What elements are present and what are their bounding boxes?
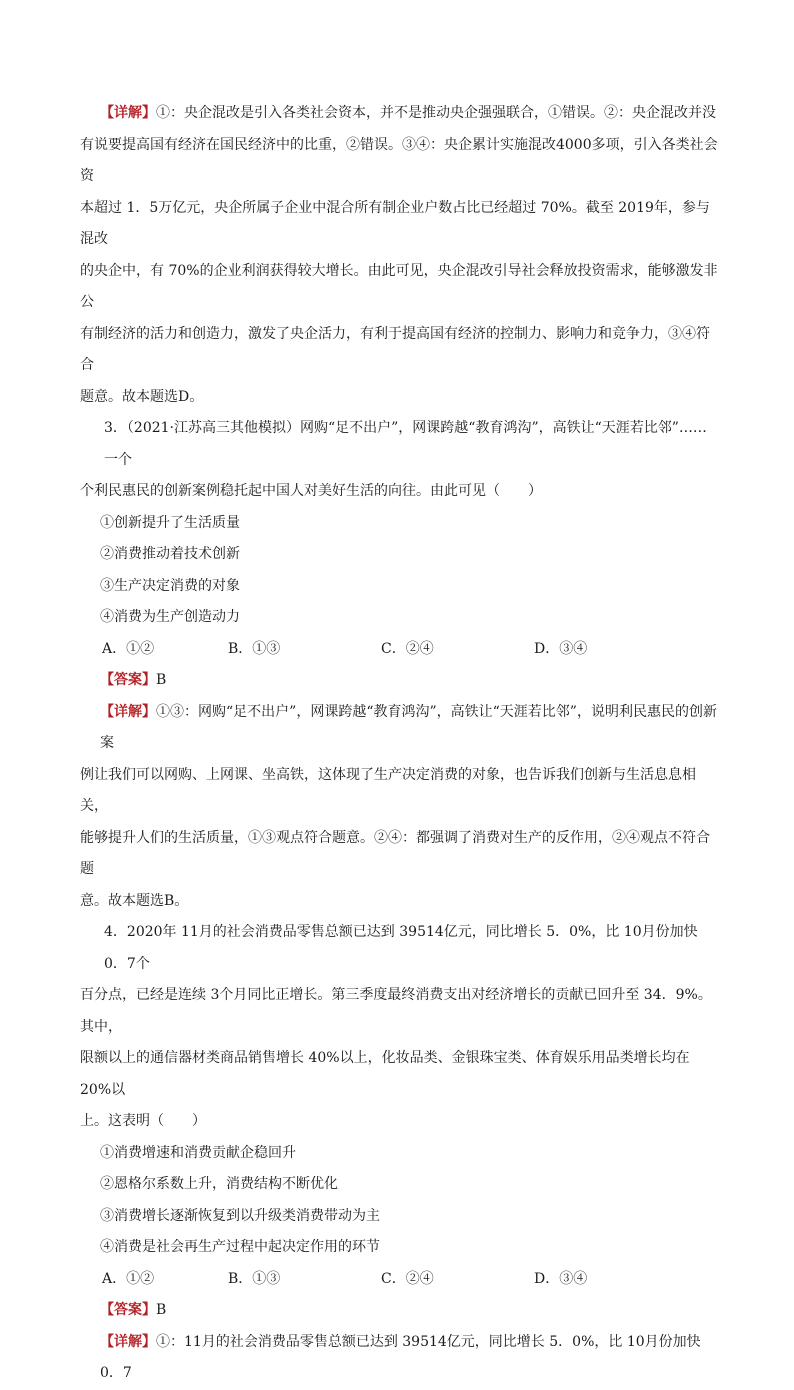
q4-answer: [100, 1295, 720, 1327]
q4-stem-line-1: 4．2020年 11月的社会消费品零售总额已达到 39514亿元，同比增长 5．0%，比 10月份加快 0．7个: [104, 924, 703, 972]
q3-item-3: ③生产决定消费的对象: [100, 577, 240, 594]
q3-detail-label: 【详解】: [100, 703, 156, 720]
q4-item-3: ③消费增长逐渐恢复到以升级类消费带动为主: [100, 1207, 380, 1224]
q3-item-4: ④消费为生产创造动力: [100, 609, 240, 625]
q4-stem-line-3: 限额以上的通信器材类商品销售增长 40%以上，化妆品类、金银珠宝类、体育娱乐用品类增长均在 20%以: [80, 1050, 695, 1098]
q3-option-c: C．②④: [381, 640, 434, 657]
q3-detail-line-3: 能够提升人们的生活质量，①③观点符合题意。②④：都强调了消费对生产的反作用，②④观点不符合题: [80, 829, 710, 877]
question-4: [80, 917, 720, 1390]
q4-option-d: D．③④: [534, 1270, 588, 1287]
q4-detail-line-1: 【详解】①：11月的社会消费品零售总额已达到 39514亿元，同比增长 5．0%，比 10月份加快 0．7: [100, 1333, 706, 1381]
q3-answer: [100, 665, 720, 697]
q2-detail-line-6: 题意。故本题选D。: [80, 388, 204, 405]
q4-item-4: ④消费是社会再生产过程中起决定作用的环节: [100, 1239, 380, 1255]
document-content: [80, 98, 720, 1390]
q3-stem-line-1: 3．（2021·江苏高三其他模拟）网购“足不出户”，网课跨越“教育鸿沟”，高铁让“天涯若比邻”……一个: [104, 420, 707, 468]
q3-item-2: ②消费推动着技术创新: [100, 546, 240, 562]
q3-option-d: D．③④: [534, 640, 588, 657]
q4-option-b: B．①③: [228, 1270, 281, 1287]
q4-detail-label: 【详解】: [100, 1333, 156, 1350]
q4-option-a: A．①②: [102, 1270, 155, 1287]
q3-item-1: ①创新提升了生活质量: [100, 514, 240, 531]
q2-detail-line-5: 有制经济的活力和创造力，激发了央企活力，有利于提高国有经济的控制力、影响力和竞争力，③④符合: [80, 325, 710, 373]
q4-options: [100, 1264, 720, 1296]
q4-answer-label: 【答案】: [100, 1302, 156, 1318]
q3-option-a: A．①②: [102, 640, 155, 657]
q4-item-2: ②恩格尔系数上升，消费结构不断优化: [100, 1176, 338, 1192]
q2-detail-line-2: 有说要提高国有经济在国民经济中的比重，②错误。③④：央企累计实施混改4000多项，引入各类社会资: [80, 136, 718, 184]
q2-detail-line-1: 【详解】①：央企混改是引入各类社会资本，并不是推动央企强强联合，①错误。②：央企混改并没: [100, 105, 716, 121]
q3-options: [100, 634, 720, 666]
q3-answer-value: B: [156, 672, 167, 688]
q2-detail: [80, 98, 720, 413]
q3-detail-line-2: 例让我们可以网购、上网课、坐高铁，这体现了生产决定消费的对象，也告诉我们创新与生活息息相关，: [80, 766, 696, 814]
q4-item-1: ①消费增速和消费贡献企稳回升: [100, 1144, 296, 1161]
q4-answer-value: B: [156, 1302, 167, 1318]
q3-detail-line-1: 【详解】①③：网购“足不出户”，网课跨越“教育鸿沟”，高铁让“天涯若比邻”，说明利民惠民的创新案: [100, 703, 717, 751]
q4-stem-line-4: 上。这表明（ ）: [80, 1113, 206, 1129]
q2-detail-line-3: 本超过 1．5万亿元，央企所属子企业中混合所有制企业户数占比已经超过 70%。截至 2019年，参与混改: [80, 199, 710, 247]
q2-detail-line-4: 的央企中，有 70%的企业利润获得较大增长。由此可见，央企混改引导社会释放投资需求，能够激发非公: [80, 262, 718, 310]
question-3: [80, 413, 720, 917]
q3-stem-line-2: 个利民惠民的创新案例稳托起中国人对美好生活的向往。由此可见（ ）: [80, 483, 542, 499]
q3-option-b: B．①③: [228, 640, 281, 657]
q4-stem-line-2: 百分点，已经是连续 3个月同比正增长。第三季度最终消费支出对经济增长的贡献已回升至 34．9%。其中，: [80, 987, 712, 1035]
q4-option-c: C．②④: [381, 1270, 434, 1287]
q2-detail-label: 【详解】: [100, 105, 156, 121]
q3-detail-line-4: 意。故本题选B。: [80, 892, 189, 909]
q3-answer-label: 【答案】: [100, 672, 156, 688]
